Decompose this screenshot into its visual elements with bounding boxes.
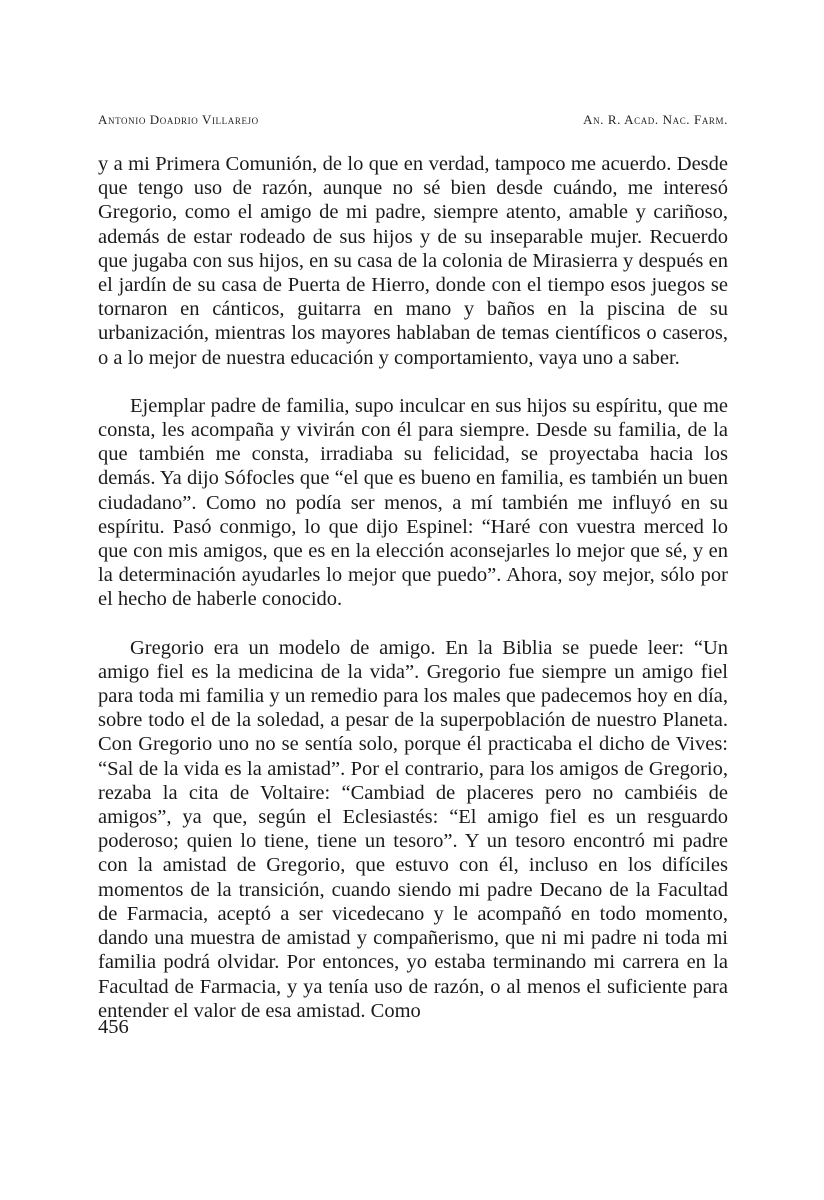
- document-page: [98, 0, 728, 1200]
- header-journal: An. R. Acad. Nac. Farm.: [583, 112, 728, 127]
- header-author: Antonio Doadrio Villarejo: [98, 112, 259, 127]
- paragraph-3: Gregorio era un modelo de amigo. En la Biblia se puede leer: “Un amigo fiel es la medicina de la vida”. Gregorio fue siempre un amigo fiel para toda mi familia y un remedio para los males que padecemos hoy en día, sobre todo el de la soledad, a pesar de la superpoblación de nuestro Planeta. Con Gregorio uno no se sentía solo, porque él practicaba el dicho de Vives: “Sal de la vida es la amistad”. Por el contrario, para los amigos de Gregorio, rezaba la cita de Voltaire: “Cambiad de placeres pero no cambiéis de amigos”, ya que, según el Eclesiastés: “El amigo fiel es un resguardo poderoso; quien lo tiene, tiene un tesoro”. Y un tesoro encontró mi padre con la amistad de Gregorio, que estuvo con él, incluso en los difíciles momentos de la transición, cuando siendo mi padre Decano de la Facultad de Farmacia, aceptó a ser vicedecano y le acompañó en todo momento, dando una muestra de amistad y compañerismo, que ni mi padre ni toda mi familia podrá olvidar. Por entonces, yo estaba terminando mi carrera en la Facultad de Farmacia, y ya tenía uso de razón, o al menos el suficiente para entender el valor de esa amistad. Como: [98, 636, 728, 1022]
- running-header: [98, 112, 728, 128]
- paragraph-1: y a mi Primera Comunión, de lo que en verdad, tampoco me acuerdo. Desde que tengo uso de razón, aunque no sé bien desde cuándo, me interesó Gregorio, como el amigo de mi padre, siempre atento, amable y cariñoso, además de estar rodeado de sus hijos y de su inseparable mujer. Recuerdo que jugaba con sus hijos, en su casa de la colonia de Mirasierra y después en el jardín de su casa de Puerta de Hierro, donde con el tiempo esos juegos se tornaron en cánticos, guitarra en mano y baños en la piscina de su urbanización, mientras los mayores hablaban de temas científicos o caseros, o a lo mejor de nuestra educación y comportamiento, vaya uno a saber.: [98, 153, 728, 369]
- page-number: 456: [98, 1016, 129, 1038]
- body-text: [98, 152, 728, 1023]
- paragraph-2: Ejemplar padre de familia, supo inculcar en sus hijos su espíritu, que me consta, les acompaña y vivirán con él para siempre. Desde su familia, de la que también me consta, irradiaba su felicidad, se proyectaba hacia los demás. Ya dijo Sófocles que “el que es bueno en familia, es también un buen ciudadano”. Como no podía ser menos, a mí también me influyó en su espíritu. Pasó conmigo, lo que dijo Espinel: “Haré con vuestra merced lo que con mis amigos, que es en la elección aconsejarles lo mejor que sé, y en la determinación ayudarles lo mejor que puedo”. Ahora, soy mejor, sólo por el hecho de haberle conocido.: [98, 394, 728, 611]
